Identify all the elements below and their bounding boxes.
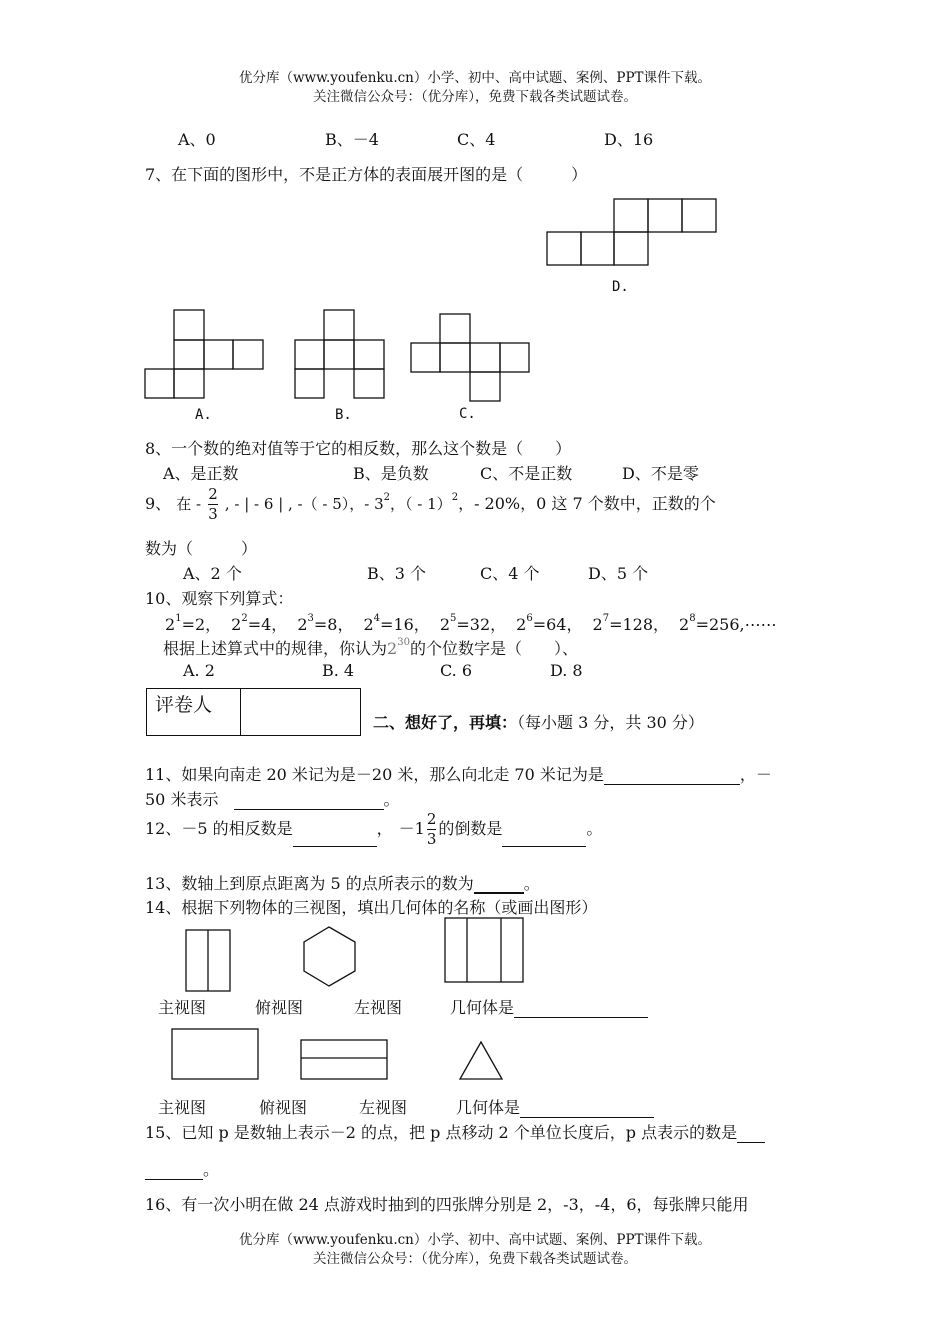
power-exp: 8 [689,613,696,624]
power-exp: 6 [526,613,533,624]
caption-b: B. [335,407,352,423]
power-base: 2 [679,615,690,634]
header-line-2: 关注微信公众号：（优分库），免费下载各类试题试卷。 [313,89,637,105]
row1-answer [450,995,648,1018]
power-val: =2， [181,615,222,634]
q10-option-a: A. 2 [183,661,215,680]
q8-stem: 8、一个数的绝对值等于它的相反数，那么这个数是（ ） [145,439,572,458]
row1-top-view: 俯视图 [255,998,304,1017]
q9-list: , - | - 6 | , -（ - 5），- 3 [224,495,384,513]
q8-option-a: A、是正数 [163,464,239,483]
q10-option-c: C. 6 [440,661,473,680]
q12-frac-den: 3 [426,830,437,848]
row1-side-view: 左视图 [354,998,403,1017]
q9-in: 在 - [176,495,202,513]
q16-line-1: 16、有一次小明在做 24 点游戏时抽到的四张牌分别是 2，-3，-4，6，每张牌只能用 [145,1195,749,1214]
q9-option-b: B、3 个 [367,564,427,583]
q10-rule-exp: 30 [397,637,410,648]
q11-tail: ，－ [739,765,772,784]
power-val: =256,⋯⋯ [695,615,777,634]
q10-option-b: B. 4 [322,661,355,680]
q7-stem: 7、在下面的图形中，不是正方体的表面展开图的是（ ） [145,165,588,184]
power-val: =64， [532,615,583,634]
q12-comma: ， [376,819,393,838]
q9-option-a: A、2 个 [183,564,242,583]
caption-a: A. [195,407,212,423]
row1-answer-label: 几何体是 [450,998,515,1017]
power-base: 2 [297,615,308,634]
q6-option-d: D、16 [604,130,654,149]
q8-option-b: B、是负数 [353,464,429,483]
grader-label: 评卷人 [147,689,241,735]
q9-sq1: 2 [383,492,391,503]
q6-option-c: C、4 [457,130,496,149]
q8-option-d: D、不是零 [622,464,699,483]
q12-mixed-whole: －1 [398,819,425,838]
q12-frac-num: 2 [426,810,437,828]
power-base: 2 [165,615,176,634]
row2-answer-label: 几何体是 [456,1098,521,1117]
power-base: 2 [231,615,242,634]
power-val: =32， [456,615,507,634]
power-exp: 3 [307,613,314,624]
caption-d: D. [612,279,629,295]
header-line-1: 优分库（www.youfenku.cn）小学、初中、高中试题、案例、PPT课件下载。 [238,70,712,86]
q15-end: 。 [203,1160,220,1179]
q12-text-c: 的倒数是 [438,819,503,838]
section-2-note: （每小题 3 分，共 30 分） [517,713,704,732]
row2-side-view: 左视图 [359,1098,408,1117]
power-base: 2 [516,615,527,634]
q9-option-d: D、5 个 [588,564,649,583]
q9-mid: ，（ - 1） [390,495,452,513]
power-val: =8， [313,615,354,634]
row2-top-view: 俯视图 [259,1098,308,1117]
row2-blank[interactable] [520,1101,654,1118]
power-base: 2 [592,615,603,634]
row2-front-view: 主视图 [158,1098,207,1117]
power-exp: 2 [241,613,248,624]
q9-line-2: 数为（ ） [145,539,258,558]
q9-option-c: C、4 个 [480,564,540,583]
q6-option-b: B、－4 [325,130,379,149]
q9-sq2: 2 [451,492,459,503]
power-exp: 7 [602,613,610,624]
power-base: 2 [363,615,374,634]
footer-line-1: 优分库（www.youfenku.cn）小学、初中、高中试题、案例、PPT课件下载。 [238,1232,712,1248]
power-val: =4， [247,615,288,634]
q9-frac-den: 3 [208,505,218,523]
power-val: =128， [609,615,670,634]
row1-blank[interactable] [514,1001,648,1018]
power-exp: 5 [450,613,457,624]
q9-tail: ，- 20%，0 这 7 个数中，正数的个 [458,494,716,513]
caption-c: C. [459,406,476,422]
q10-option-d: D. 8 [550,661,583,680]
q10-rule-base: 2 [387,639,398,658]
q9-frac-num: 2 [208,485,218,503]
q15-blank-1[interactable] [737,1126,765,1143]
q11-text-2: 50 米表示 [145,790,219,809]
q15-text: 15、已知 p 是数轴上表示－2 的点，把 p 点移动 2 个单位长度后，p 点表示的数是 [145,1123,738,1142]
q13-text: 13、数轴上到原点距离为 5 的点所表示的数为 [145,874,474,893]
q15-line-1 [145,1120,765,1143]
q12-text-a: 12、－5 的相反数是 [145,819,293,838]
section-2-heading: 二、想好了，再填： [373,713,518,732]
row2-answer [456,1095,654,1118]
row1-front-view: 主视图 [158,998,207,1017]
footer-line-2: 关注微信公众号：（优分库），免费下载各类试题试卷。 [313,1251,637,1267]
q8-option-c: C、不是正数 [480,464,573,483]
q10-rule-b: 的个位数字是（ ）、 [409,639,578,658]
q12-end: 。 [586,819,603,838]
q14-stem: 14、根据下列物体的三视图，填出几何体的名称（或画出图形） [145,898,598,917]
q10-stem: 10、观察下列算式： [145,589,294,608]
power-exp: 1 [175,613,182,624]
q10-rule-a: 根据上述算式中的规律，你认为 [163,639,388,658]
power-val: =16， [380,615,430,634]
q11-end: 。 [383,790,400,809]
q6-option-a: A、0 [178,130,216,149]
power-base: 2 [439,615,450,634]
q15-line-2 [145,1157,219,1180]
q9-lead: 9、 [145,494,172,513]
q13-end: 。 [523,874,540,893]
q15-blank-2[interactable] [145,1163,203,1180]
power-exp: 4 [373,613,381,624]
q11-text: 11、如果向南走 20 米记为是－20 米，那么向北走 70 米记为是 [145,765,604,784]
